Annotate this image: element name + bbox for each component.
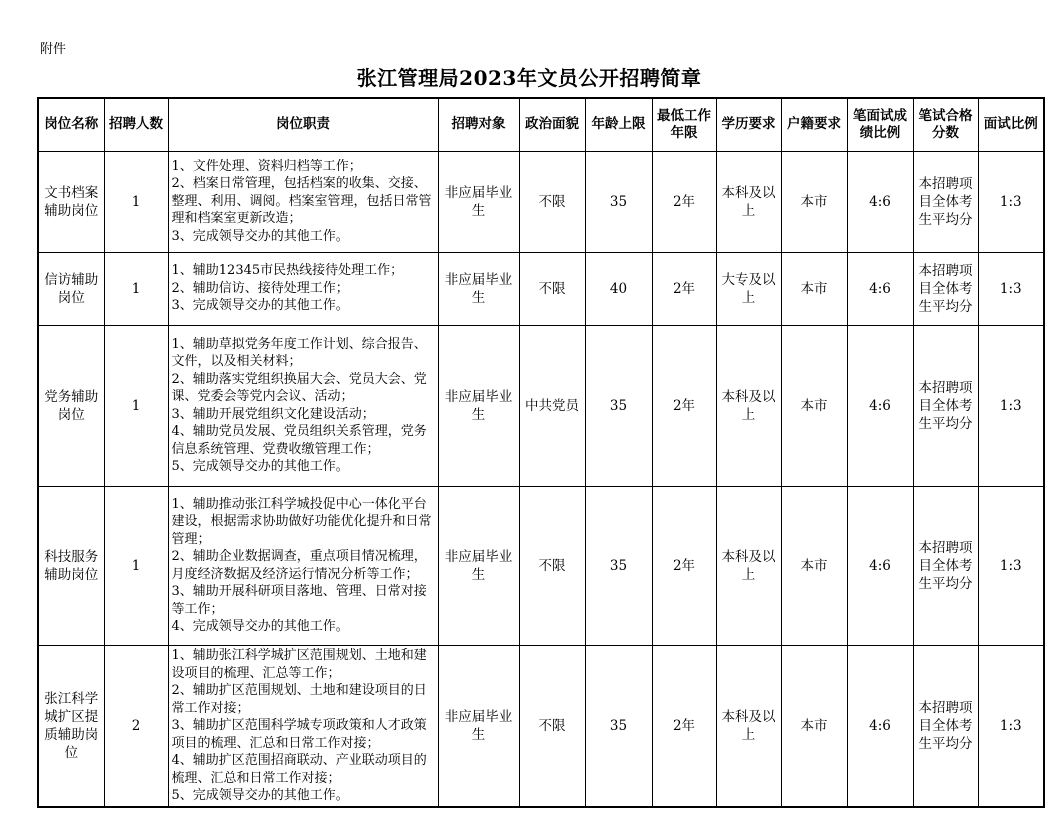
header-ratio-written: 笔面试成绩比例	[847, 98, 913, 151]
cell-education: 大专及以上	[716, 252, 781, 325]
cell-interview-ratio: 1:3	[978, 486, 1044, 645]
cell-target: 非应届毕业生	[438, 151, 519, 252]
duty-line: 1、辅助12345市民热线接待处理工作；	[171, 263, 404, 279]
header-position: 岗位名称	[38, 98, 104, 151]
cell-experience: 2年	[652, 325, 716, 486]
cell-count: 1	[104, 252, 168, 325]
cell-ratio-written: 4:6	[847, 486, 913, 645]
cell-duties	[168, 325, 438, 486]
cell-pass-score: 本招聘项目全体考生平均分	[913, 486, 978, 645]
cell-duties	[168, 645, 438, 807]
header-interview-ratio: 面试比例	[978, 98, 1044, 151]
cell-interview-ratio: 1:3	[978, 252, 1044, 325]
header-experience: 最低工作年限	[652, 98, 716, 151]
cell-pass-score: 本招聘项目全体考生平均分	[913, 151, 978, 252]
cell-count: 2	[104, 645, 168, 807]
header-hukou: 户籍要求	[781, 98, 847, 151]
cell-age: 35	[585, 645, 652, 807]
cell-experience: 2年	[652, 151, 716, 252]
duty-line: 5、完成领导交办的其他工作。	[171, 788, 349, 803]
duty-line: 2、辅助扩区范围规划、土地和建设项目的日常工作对接；	[171, 683, 427, 716]
cell-age: 35	[585, 151, 652, 252]
cell-education: 本科及以上	[716, 151, 781, 252]
cell-position: 信访辅助岗位	[38, 252, 104, 325]
duty-line: 2、辅助落实党组织换届大会、党员大会、党课、党委会等党内会议、活动；	[171, 371, 427, 404]
cell-duties	[168, 151, 438, 252]
cell-interview-ratio: 1:3	[978, 151, 1044, 252]
page-title: 张江管理局2023年文员公开招聘简章	[356, 66, 702, 90]
cell-position: 张江科学城扩区提质辅助岗位	[38, 645, 104, 807]
cell-age: 35	[585, 486, 652, 645]
duty-line: 2、档案日常管理，包括档案的收集、交接、整理、利用、调阅。档案室管理，包括日常管理和档案室更新改造；	[171, 176, 432, 227]
cell-target: 非应届毕业生	[438, 486, 519, 645]
header-duties: 岗位职责	[168, 98, 438, 151]
duty-line: 3、辅助扩区范围科学城专项政策和人才政策项目的梳理、汇总和日常工作对接；	[171, 718, 427, 751]
duty-line: 4、辅助扩区范围招商联动、产业联动项目的梳理、汇总和日常工作对接；	[171, 753, 427, 786]
cell-education: 本科及以上	[716, 325, 781, 486]
table-row	[38, 151, 1044, 252]
duty-line: 5、完成领导交办的其他工作。	[171, 459, 349, 474]
cell-position: 文书档案辅助岗位	[38, 151, 104, 252]
cell-hukou: 本市	[781, 252, 847, 325]
duty-line: 3、完成领导交办的其他工作。	[171, 228, 349, 244]
cell-position: 科技服务辅助岗位	[38, 486, 104, 645]
cell-ratio-written: 4:6	[847, 645, 913, 807]
header-target: 招聘对象	[438, 98, 519, 151]
cell-education: 本科及以上	[716, 486, 781, 645]
cell-experience: 2年	[652, 486, 716, 645]
cell-hukou: 本市	[781, 151, 847, 252]
cell-interview-ratio: 1:3	[978, 325, 1044, 486]
cell-age: 40	[585, 252, 652, 325]
cell-ratio-written: 4:6	[847, 325, 913, 486]
cell-pass-score: 本招聘项目全体考生平均分	[913, 252, 978, 325]
cell-pass-score: 本招聘项目全体考生平均分	[913, 325, 978, 486]
duty-line: 2、辅助信访、接待处理工作；	[171, 280, 349, 296]
header-count: 招聘人数	[104, 98, 168, 151]
duty-line: 2、辅助企业数据调查，重点项目情况梳理，月度经济数据及经济运行情况分析等工作；	[171, 549, 427, 582]
cell-count: 1	[104, 486, 168, 645]
cell-political: 不限	[519, 645, 585, 807]
cell-political: 不限	[519, 486, 585, 645]
table-body	[38, 151, 1044, 807]
cell-age: 35	[585, 325, 652, 486]
cell-ratio-written: 4:6	[847, 151, 913, 252]
cell-political: 不限	[519, 151, 585, 252]
header-pass-score: 笔试合格分数	[913, 98, 978, 151]
duty-line: 3、辅助开展党组织文化建设活动；	[171, 406, 375, 422]
duty-line: 1、辅助推动张江科学城投促中心一体化平台建设，根据需求协助做好功能优化提升和日常管理；	[171, 496, 432, 547]
cell-ratio-written: 4:6	[847, 252, 913, 325]
duty-line: 3、辅助开展科研项目落地、管理、日常对接等工作；	[171, 584, 427, 617]
cell-duties	[168, 486, 438, 645]
duty-line: 3、完成领导交办的其他工作。	[171, 298, 349, 314]
table-row	[38, 645, 1044, 807]
duty-line: 1、辅助草拟党务年度工作计划、综合报告、文件，以及相关材料；	[171, 336, 427, 369]
cell-political: 中共党员	[519, 325, 585, 486]
cell-interview-ratio: 1:3	[978, 645, 1044, 807]
attachment-label: 附件	[40, 42, 67, 57]
duty-line: 4、完成领导交办的其他工作。	[171, 619, 349, 634]
duty-line: 1、文件处理、资料归档等工作；	[171, 158, 362, 174]
header-age: 年龄上限	[585, 98, 652, 151]
cell-target: 非应届毕业生	[438, 645, 519, 807]
cell-position: 党务辅助岗位	[38, 325, 104, 486]
cell-duties	[168, 252, 438, 325]
cell-hukou: 本市	[781, 486, 847, 645]
cell-pass-score: 本招聘项目全体考生平均分	[913, 645, 978, 807]
header-political: 政治面貌	[519, 98, 585, 151]
duty-line: 4、辅助党员发展、党员组织关系管理，党务信息系统管理、党费收缴管理工作；	[171, 424, 427, 457]
cell-hukou: 本市	[781, 325, 847, 486]
duty-line: 1、辅助张江科学城扩区范围规划、土地和建设项目的梳理、汇总等工作；	[171, 648, 427, 681]
cell-experience: 2年	[652, 645, 716, 807]
table-header-row	[38, 98, 1044, 151]
cell-political: 不限	[519, 252, 585, 325]
table-row	[38, 325, 1044, 486]
header-education: 学历要求	[716, 98, 781, 151]
table-row	[38, 486, 1044, 645]
cell-target: 非应届毕业生	[438, 325, 519, 486]
cell-experience: 2年	[652, 252, 716, 325]
cell-count: 1	[104, 151, 168, 252]
cell-hukou: 本市	[781, 645, 847, 807]
recruitment-table	[37, 97, 1045, 808]
table-row	[38, 252, 1044, 325]
cell-education: 本科及以上	[716, 645, 781, 807]
cell-count: 1	[104, 325, 168, 486]
cell-target: 非应届毕业生	[438, 252, 519, 325]
